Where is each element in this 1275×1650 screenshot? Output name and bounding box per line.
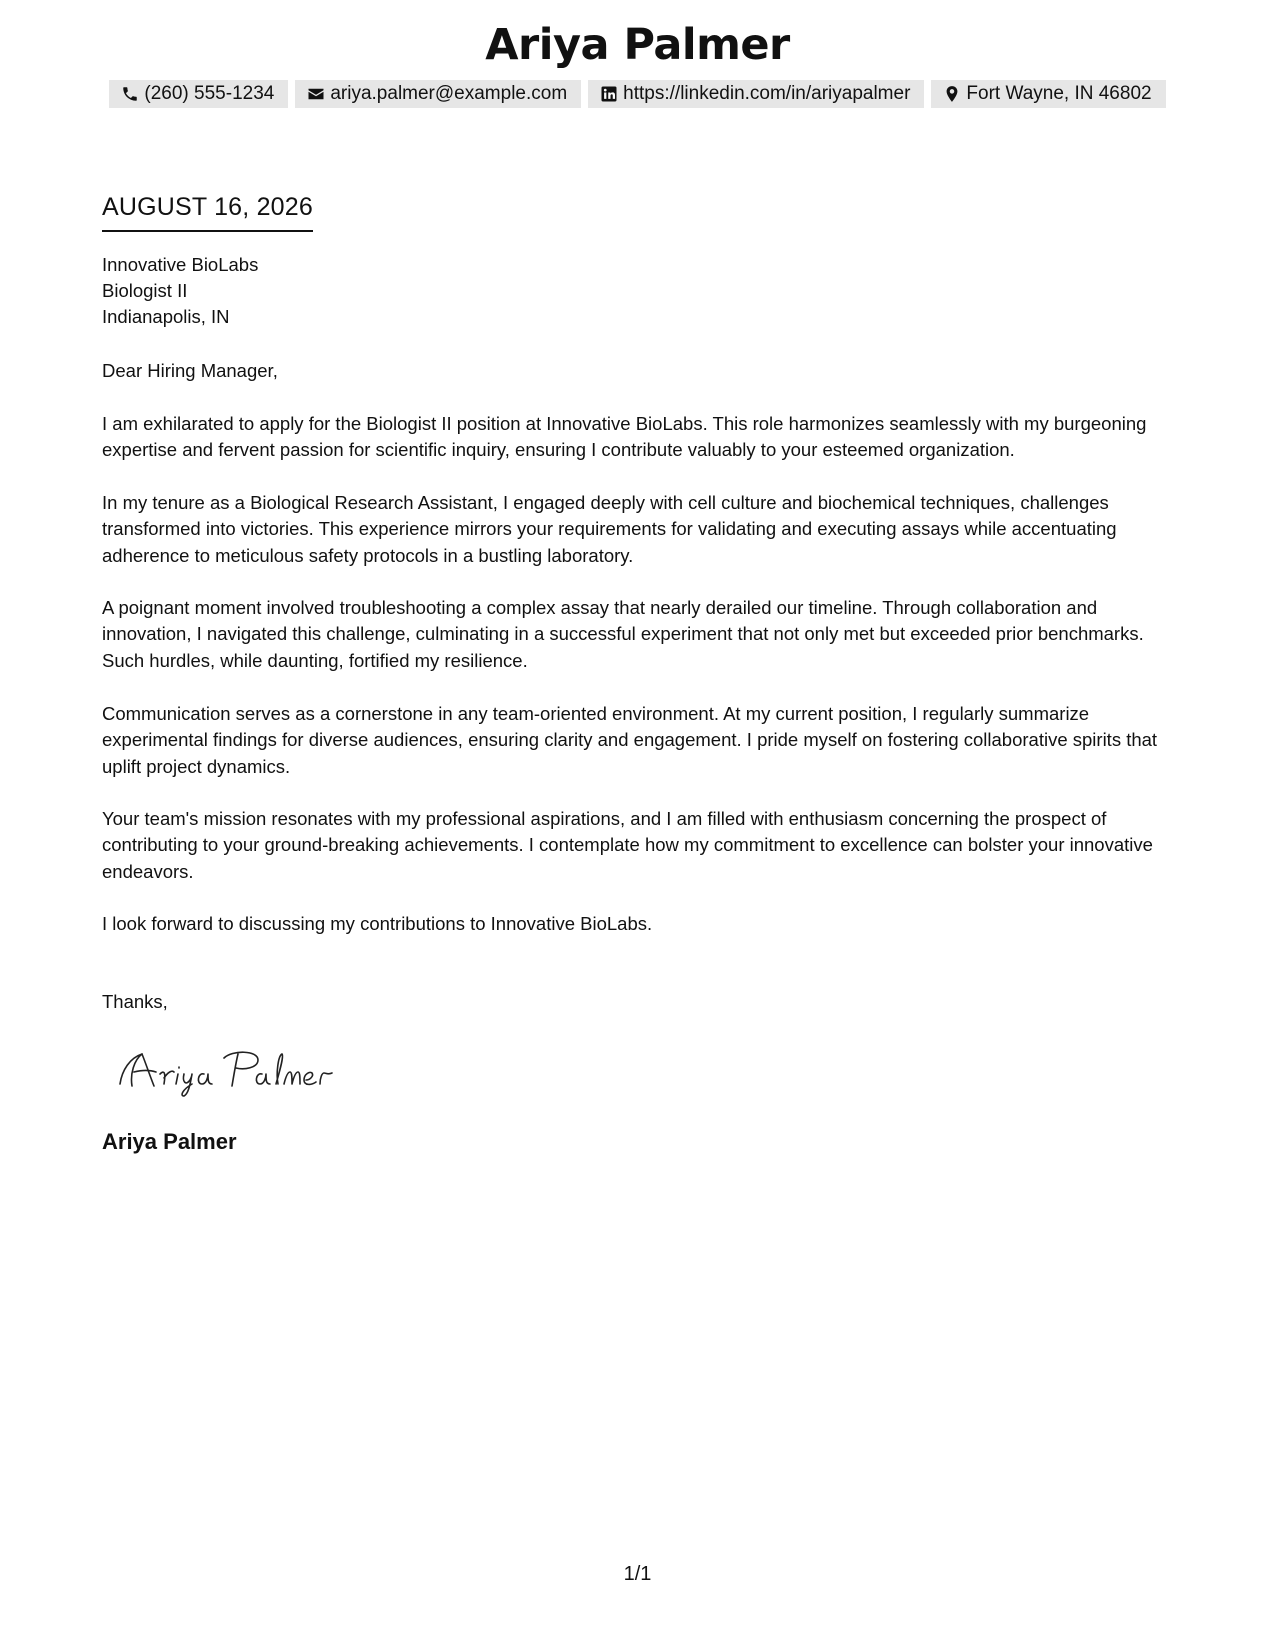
- signed-name: Ariya Palmer: [102, 1129, 237, 1154]
- location-text: Fort Wayne, IN 46802: [966, 83, 1152, 104]
- body-paragraph-3: A poignant moment involved troubleshooting a complex assay that nearly derailed our timeline. Through collaboration and innovation, I navigated this challenge, culminating in a successful experiment that not only met but exceeded prior benchmarks. Such hurdles, while daunting, fortified my resilience.: [102, 597, 1144, 671]
- recipient-company: Innovative BioLabs: [102, 254, 259, 275]
- contact-bar: [0, 80, 1275, 108]
- envelope-icon: [307, 85, 325, 103]
- email-text: ariya.palmer@example.com: [330, 83, 568, 104]
- contact-phone: [109, 80, 288, 108]
- handwritten-signature: [112, 1040, 352, 1100]
- closing: Thanks,: [102, 991, 168, 1012]
- phone-icon: [121, 85, 139, 103]
- contact-email[interactable]: [295, 80, 581, 108]
- linkedin-text: https://linkedin.com/in/ariyapalmer: [623, 83, 911, 104]
- applicant-name: Ariya Palmer: [485, 20, 790, 70]
- contact-linkedin[interactable]: [588, 80, 924, 108]
- recipient-location: Indianapolis, IN: [102, 306, 230, 327]
- contact-location: [931, 80, 1165, 108]
- recipient-block: [102, 252, 258, 330]
- body-paragraph-5: Your team's mission resonates with my professional aspirations, and I am filled with enthusiasm concerning the prospect of contributing to your ground-breaking achievements. I contemplate how my commitment to excellence can bolster your innovative endeavors.: [102, 808, 1153, 882]
- body-paragraph-4: Communication serves as a cornerstone in any team-oriented environment. At my current position, I regularly summarize experimental findings for diverse audiences, ensuring clarity and engagement. I pride myself on fostering collaborative spirits that uplift project dynamics.: [102, 703, 1158, 777]
- body-paragraph-2: In my tenure as a Biological Research Assistant, I engaged deeply with cell culture and biochemical techniques, challenges transformed into victories. This experience mirrors your requirements for validating and executing assays while accentuating adherence to meticulous safety protocols in a bustling laboratory.: [102, 492, 1117, 566]
- letter-date: AUGUST 16, 2026: [102, 193, 313, 232]
- page-number: 1/1: [623, 1563, 652, 1585]
- phone-text: (260) 555-1234: [144, 83, 275, 104]
- linkedin-icon: [600, 85, 618, 103]
- body-paragraph-1: I am exhilarated to apply for the Biologist II position at Innovative BioLabs. This role harmonizes seamlessly with my burgeoning expertise and fervent passion for scientific inquiry, ensuring I contribute valuably to your esteemed organization.: [102, 413, 1147, 461]
- recipient-position: Biologist II: [102, 280, 188, 301]
- salutation: Dear Hiring Manager,: [102, 360, 278, 381]
- body-paragraph-6: I look forward to discussing my contributions to Innovative BioLabs.: [102, 913, 653, 934]
- map-pin-icon: [943, 85, 961, 103]
